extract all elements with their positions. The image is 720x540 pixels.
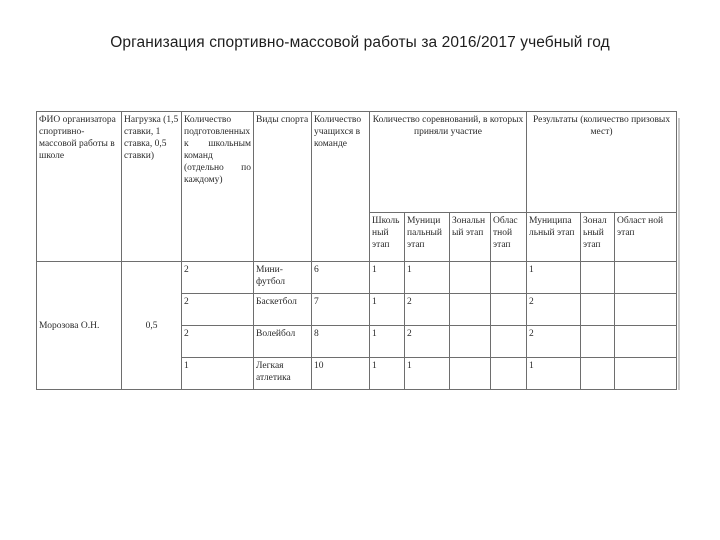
cell-municipal: 2 <box>405 326 450 358</box>
cell-res-regional <box>615 358 677 390</box>
header-fio-text: ФИО организатора спортивно-массовой работы в школе <box>39 115 116 161</box>
subheader-res-regional: Област ной этап <box>615 213 677 262</box>
cell-teams: 2 <box>182 326 254 358</box>
header-load-text: Нагрузка (1,5 ставки, 1 ставка, 0,5 ставки) <box>124 115 179 161</box>
subheader-zonal: Зональн ый этап <box>450 213 491 262</box>
cell-res-zonal <box>581 262 615 294</box>
cell-regional <box>491 294 527 326</box>
cell-municipal: 1 <box>405 358 450 390</box>
sports-work-table <box>36 111 677 390</box>
header-fio <box>37 112 122 262</box>
subheader-res-municipal: Муниципа льный этап <box>527 213 581 262</box>
header-teams-text: Количество подготовленных к школьным команд (отдельно по каждому) <box>184 115 251 185</box>
cell-zonal <box>450 294 491 326</box>
header-students-text: Количество учащихся в команде <box>314 115 362 149</box>
cell-regional <box>491 326 527 358</box>
header-competitions <box>370 112 527 213</box>
cell-municipal: 2 <box>405 294 450 326</box>
cell-zonal <box>450 326 491 358</box>
slide-title: Организация спортивно-массовой работы за 2016/2017 учебный год <box>110 34 610 51</box>
header-sports-text: Виды спорта <box>256 115 309 125</box>
cell-school: 1 <box>370 358 405 390</box>
cell-res-municipal: 2 <box>527 294 581 326</box>
cell-sport: Мини-футбол <box>254 262 312 294</box>
cell-res-municipal: 1 <box>527 262 581 294</box>
header-competitions-text: Количество соревнований, в которых приняли участие <box>372 115 524 137</box>
cell-students: 7 <box>312 294 370 326</box>
subheader-res-zonal: Зонал ьный этап <box>581 213 615 262</box>
cell-municipal: 1 <box>405 262 450 294</box>
cell-regional <box>491 262 527 294</box>
cell-res-zonal <box>581 294 615 326</box>
cell-zonal <box>450 262 491 294</box>
header-results-text: Результаты (количество призовых мест) <box>532 115 671 137</box>
table-shadow-line <box>678 118 680 390</box>
cell-res-municipal: 2 <box>527 326 581 358</box>
subheader-municipal: Муници пальный этап <box>405 213 450 262</box>
cell-zonal <box>450 358 491 390</box>
cell-res-zonal <box>581 358 615 390</box>
cell-school: 1 <box>370 326 405 358</box>
organizer-load: 0,5 <box>122 262 182 390</box>
cell-students: 10 <box>312 358 370 390</box>
cell-res-regional <box>615 326 677 358</box>
cell-sport: Легкая атлетика <box>254 358 312 390</box>
cell-res-regional <box>615 262 677 294</box>
cell-res-zonal <box>581 326 615 358</box>
subheader-school: Школь ный этап <box>370 213 405 262</box>
subheader-regional: Облас тной этап <box>491 213 527 262</box>
header-teams <box>182 112 254 262</box>
cell-teams: 2 <box>182 294 254 326</box>
header-students <box>312 112 370 262</box>
header-sports <box>254 112 312 262</box>
cell-sport: Волейбол <box>254 326 312 358</box>
header-load <box>122 112 182 262</box>
cell-sport: Баскетбол <box>254 294 312 326</box>
cell-school: 1 <box>370 294 405 326</box>
cell-teams: 2 <box>182 262 254 294</box>
cell-students: 6 <box>312 262 370 294</box>
cell-school: 1 <box>370 262 405 294</box>
cell-res-municipal: 1 <box>527 358 581 390</box>
cell-regional <box>491 358 527 390</box>
header-results <box>527 112 677 213</box>
header-row <box>37 112 677 213</box>
cell-students: 8 <box>312 326 370 358</box>
cell-teams: 1 <box>182 358 254 390</box>
organizer-name: Морозова О.Н. <box>37 262 122 390</box>
table-row <box>37 262 677 294</box>
cell-res-regional <box>615 294 677 326</box>
